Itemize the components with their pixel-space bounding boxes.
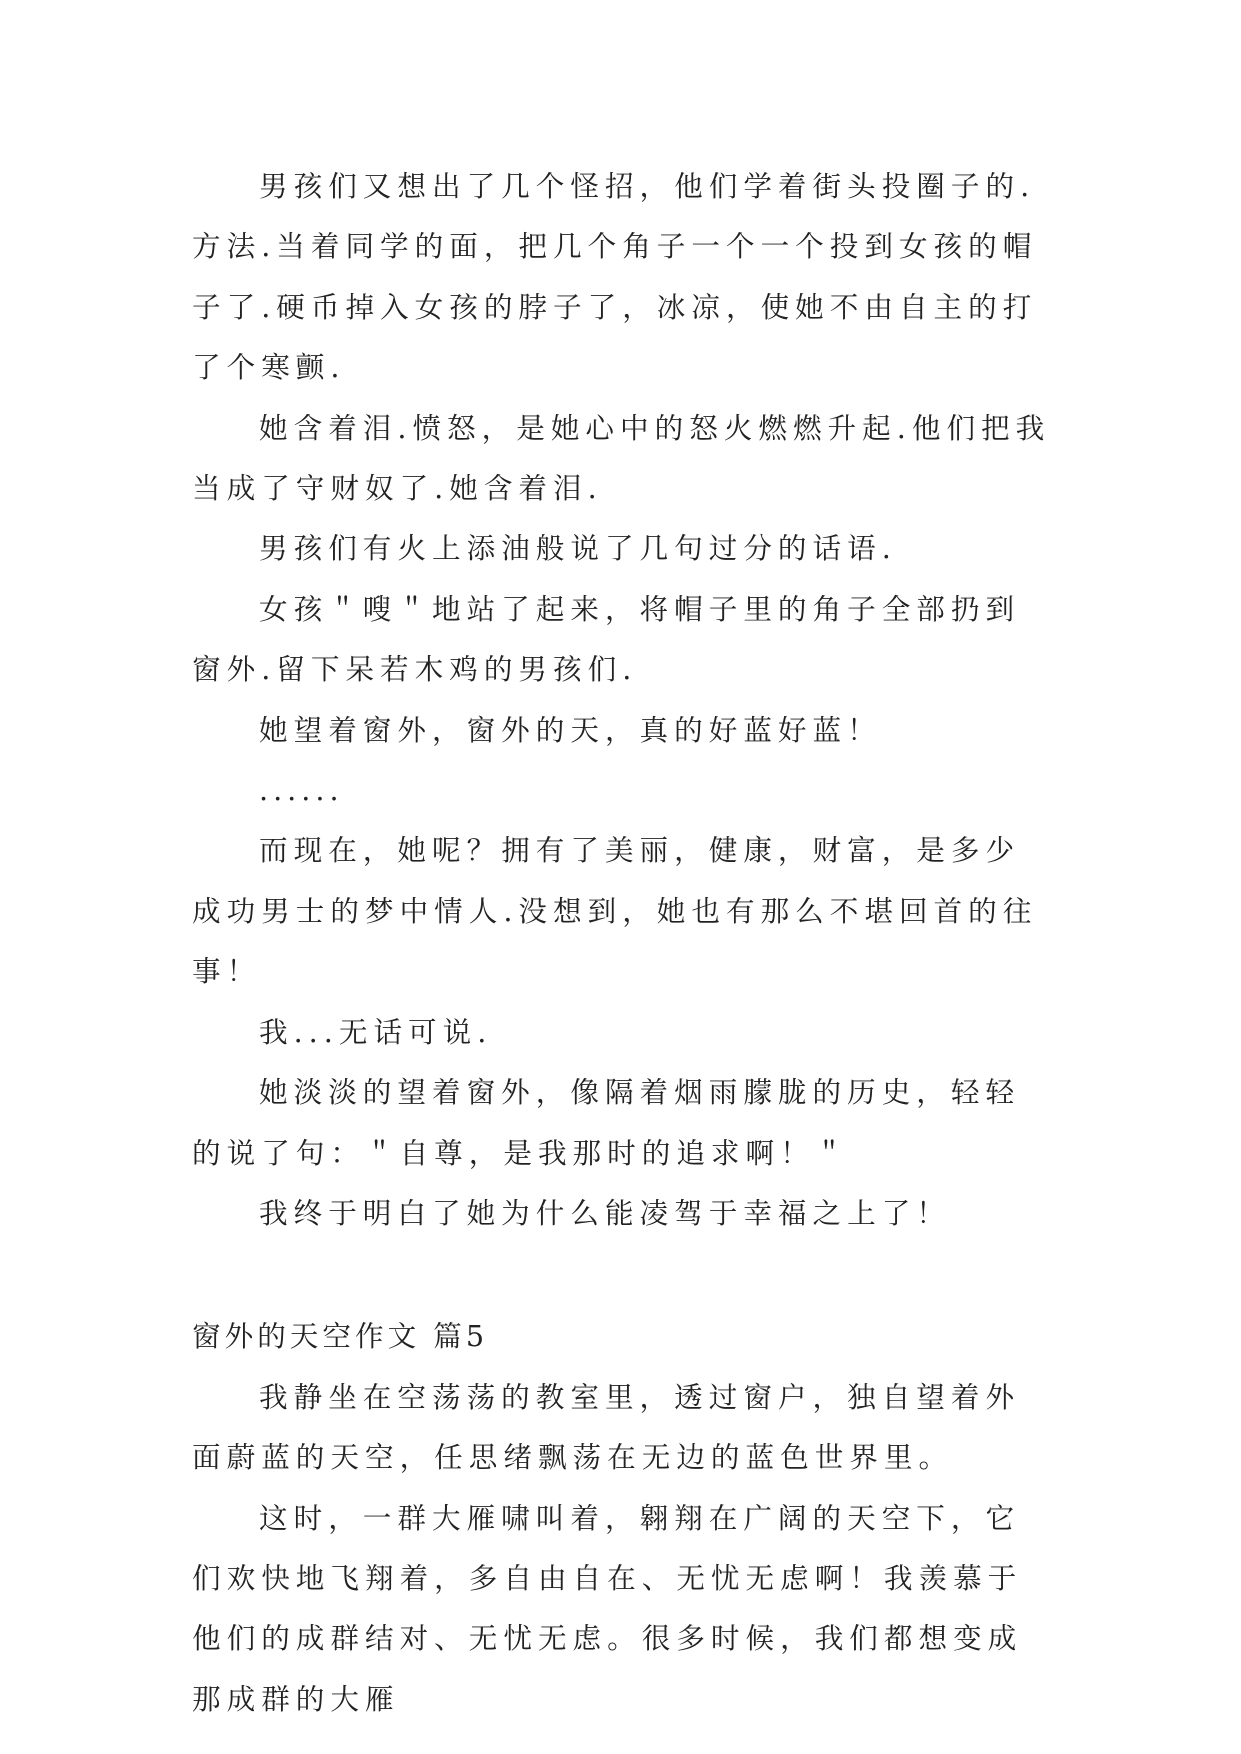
paragraph: 她望着窗外，窗外的天，真的好蓝好蓝！ bbox=[259, 712, 882, 747]
paragraph: 而现在，她呢？拥有了美丽，健康，财富，是多少成功男士的梦中情人.没想到，她也有那么不堪回首的往事！ bbox=[192, 833, 1038, 989]
paragraph: 这时，一群大雁啸叫着，翱翔在广阔的天空下，它们欢快地飞翔着，多自由自在、无忧无虑啊！我羡慕于他们的成群结对、无忧无虑。很多时候，我们都想变成那成群的大雁 bbox=[192, 1500, 1023, 1716]
paragraph: 她含着泪.愤怒，是她心中的怒火燃燃升起.他们把我当成了守财奴了.她含着泪. bbox=[192, 410, 1051, 506]
paragraph: 女孩＂嗖＂地站了起来，将帽子里的角子全部扔到窗外.留下呆若木鸡的男孩们. bbox=[192, 591, 1021, 687]
section-heading: 窗外的天空作文 篇5 bbox=[192, 1319, 489, 1354]
paragraph: 我...无话可说. bbox=[259, 1014, 493, 1049]
paragraph: 她淡淡的望着窗外，像隔着烟雨朦胧的历史，轻轻的说了句：＂自尊，是我那时的追求啊！＂ bbox=[192, 1075, 1021, 1170]
paragraph: 男孩们有火上添油般说了几句过分的话语. bbox=[259, 531, 897, 566]
paragraph: 我静坐在空荡荡的教室里，透过窗户，独自望着外面蔚蓝的天空，任思绪飘荡在无边的蓝色世界里。 bbox=[192, 1379, 1021, 1475]
paragraph: 我终于明白了她为什么能凌驾于幸福之上了！ bbox=[259, 1195, 951, 1230]
ellipsis-paragraph: ...... bbox=[259, 773, 344, 808]
document-body bbox=[192, 156, 1054, 1729]
paragraph: 男孩们又想出了几个怪招，他们学着街头投圈子的.方法.当着同学的面，把几个角子一个一个投到女孩的帽子了.硬币掉入女孩的脖子了，冰凉，使她不由自主的打了个寒颤. bbox=[192, 169, 1038, 385]
